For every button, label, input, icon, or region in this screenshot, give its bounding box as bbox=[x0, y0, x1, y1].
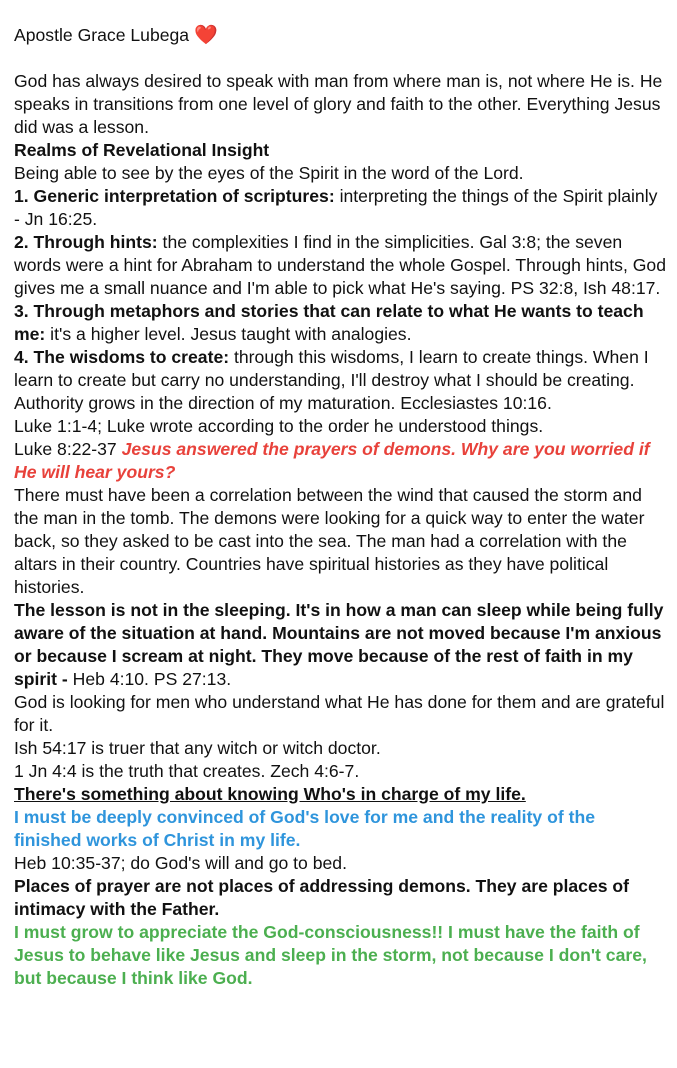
lesson-bold: The lesson is not in the sleeping. It's in how a man can sleep while being fully aware of the situation at hand. Mountains are not moved because I'm anxious or because I scream at night. They move because of the rest of faith in my spirit - bbox=[14, 600, 664, 689]
jn-4-line: 1 Jn 4:4 is the truth that creates. Zech 4:6-7. bbox=[14, 761, 360, 781]
point-3-text: it's a higher level. Jesus taught with analogies. bbox=[45, 324, 412, 344]
author-line bbox=[14, 24, 667, 47]
point-3-title: 3. Through metaphors and stories that can relate to what He wants to teach me: bbox=[14, 301, 644, 344]
intro-paragraph: God has always desired to speak with man from where man is, not where He is. He speaks in transitions from one level of glory and faith to the other. Everything Jesus did was a lesson. bbox=[14, 71, 663, 137]
prayer-bold: Places of prayer are not places of addressing demons. They are places of intimacy with the Father. bbox=[14, 876, 630, 919]
point-4 bbox=[14, 346, 667, 415]
heb-10-line: Heb 10:35-37; do God's will and go to bed. bbox=[14, 853, 347, 873]
point-3 bbox=[14, 300, 667, 346]
point-2 bbox=[14, 231, 667, 300]
point-4-title: 4. The wisdoms to create: bbox=[14, 347, 230, 367]
ish-54-line: Ish 54:17 is truer that any witch or witch doctor. bbox=[14, 738, 381, 758]
realms-heading-text: Realms of Revelational Insight bbox=[14, 140, 270, 160]
lesson-ref: Heb 4:10. PS 27:13. bbox=[72, 669, 232, 689]
charge-line bbox=[14, 783, 667, 806]
luke-8-highlight: Jesus answered the prayers of demons. Why are you worried if He will hear yours? bbox=[14, 439, 650, 482]
charge-underlined: There's something about knowing Who's in charge of my life. bbox=[14, 784, 526, 804]
spacer bbox=[14, 47, 667, 70]
storm-paragraph: There must have been a correlation between the wind that caused the storm and the man in the tomb. The demons were looking for a quick way to enter the water back, so they asked to be cast into the sea. The man had a correlation with the altars in their country. Countries have spiritual histories as they have political histories. bbox=[14, 485, 645, 597]
lesson-paragraph bbox=[14, 599, 667, 691]
luke-8-ref: Luke 8:22-37 bbox=[14, 439, 122, 459]
green-highlight: I must grow to appreciate the God-consciousness!! I must have the faith of Jesus to behave like Jesus and sleep in the storm, not because I don't care, but because I think like God. bbox=[14, 922, 647, 988]
luke-1-line: Luke 1:1-4; Luke wrote according to the order he understood things. bbox=[14, 416, 544, 436]
author-name: Apostle Grace Lubega bbox=[14, 25, 190, 45]
blue-highlight: I must be deeply convinced of God's love for me and the reality of the finished works of Christ in my life. bbox=[14, 807, 595, 850]
point-1-text: interpreting the things of the Spirit plainly - Jn 16:25. bbox=[14, 186, 658, 229]
realms-heading bbox=[14, 139, 667, 162]
grateful-paragraph: God is looking for men who understand what He has done for them and are grateful for it. bbox=[14, 692, 665, 735]
heart-icon: ❤️ bbox=[193, 25, 218, 46]
realms-description: Being able to see by the eyes of the Spirit in the word of the Lord. bbox=[14, 163, 524, 183]
point-2-text: the complexities I find in the simplicities. Gal 3:8; the seven words were a hint for Abraham to understand the whole Gospel. Through hints, God gives me a small nuance and I'm able to pick what He's saying. PS 32:8, Ish 48:17. bbox=[14, 232, 666, 298]
point-4-text: through this wisdoms, I learn to create things. When I learn to create but carry no understanding, I'll destroy what I should be creating. Authority grows in the direction of my maturation. Ecclesiastes 10:16. bbox=[14, 347, 649, 413]
point-1-title: 1. Generic interpretation of scriptures: bbox=[14, 186, 335, 206]
point-2-title: 2. Through hints: bbox=[14, 232, 158, 252]
prayer-paragraph bbox=[14, 875, 667, 921]
luke-8-line bbox=[14, 438, 667, 484]
point-1 bbox=[14, 185, 667, 231]
